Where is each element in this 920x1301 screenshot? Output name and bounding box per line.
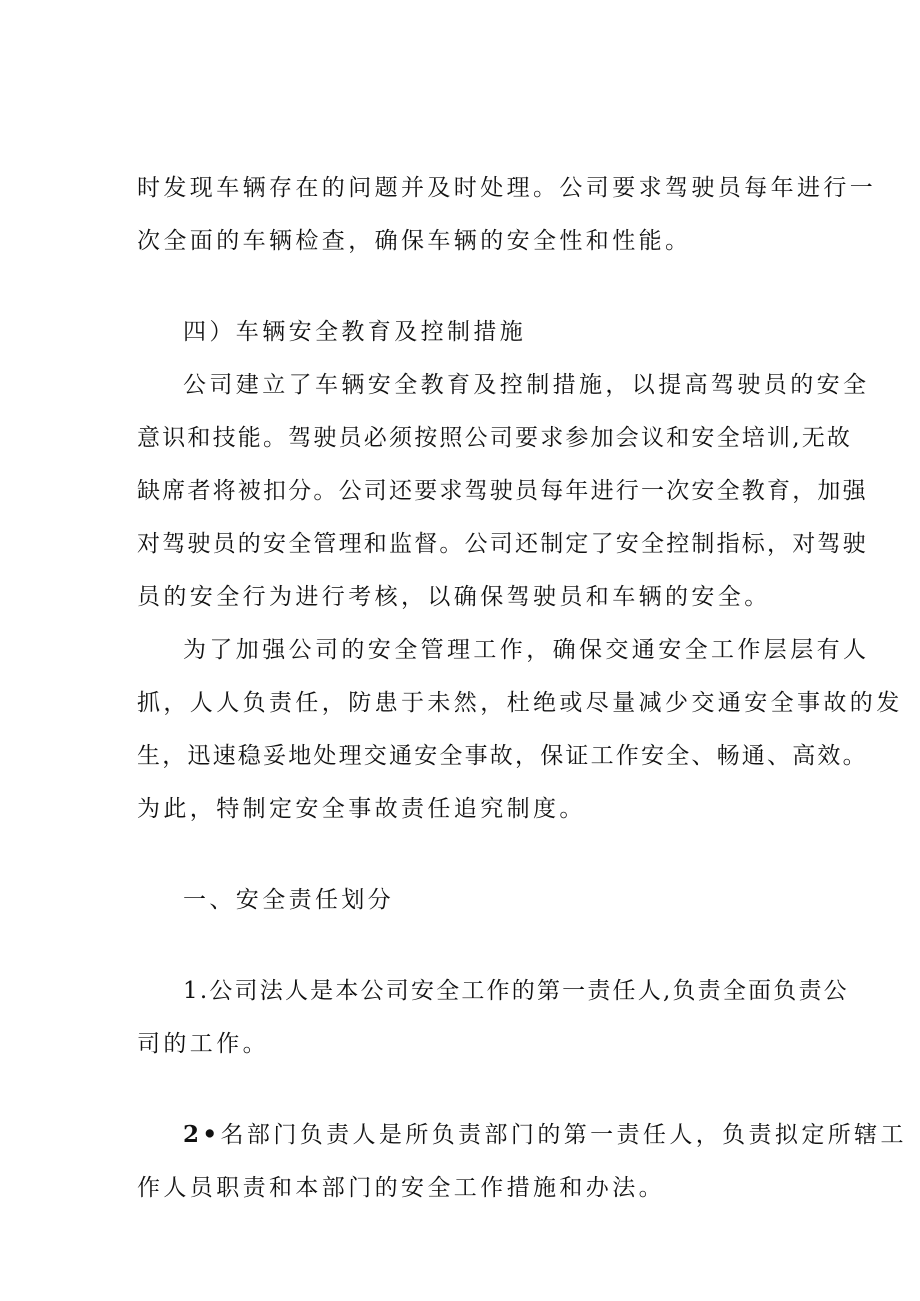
paragraph-1-line-2: 次全面的车辆检查，确保车辆的安全性和性能。 xyxy=(137,228,692,254)
paragraph-3-line-3: 生，迅速稳妥地处理交通安全事故，保证工作安全、畅通、高效。 xyxy=(137,743,868,769)
paragraph-2-line-2: 意识和技能。驾驶员必须按照公司要求参加会议和安全培训,无故 xyxy=(137,425,853,451)
item-2-text: 名部门负责人是所负责部门的第一责任人，负责拟定所辖工 xyxy=(220,1122,907,1148)
item-2-line-2: 作人员职责和本部门的安全工作措施和办法。 xyxy=(137,1175,665,1201)
paragraph-1-line-1: 时发现车辆存在的问题并及时处理。公司要求驾驶员每年进行一 xyxy=(137,175,877,201)
paragraph-3-line-2: 抓，人人负责任，防患于未然，杜绝或尽量减少交通安全事故的发 xyxy=(137,690,903,716)
paragraph-2-line-3: 缺席者将被扣分。公司还要求驾驶员每年进行一次安全教育，加强 xyxy=(137,478,868,504)
paragraph-3-line-4: 为此，特制定安全事故责任追究制度。 xyxy=(137,796,586,822)
paragraph-3-line-1: 为了加强公司的安全管理工作，确保交通安全工作层层有人 xyxy=(183,637,870,663)
paragraph-2-line-5: 员的安全行为进行考核，以确保驾驶员和车辆的安全。 xyxy=(137,584,771,610)
item-2-line-1 xyxy=(183,1120,907,1150)
paragraph-2-line-1: 公司建立了车辆安全教育及控制措施，以提高驾驶员的安全 xyxy=(183,372,870,398)
section-heading-1: 一、安全责任划分 xyxy=(183,887,395,913)
paragraph-2-line-4: 对驾驶员的安全管理和监督。公司还制定了安全控制指标，对驾驶 xyxy=(137,531,868,557)
section-heading-4: 四）车辆安全教育及控制措施 xyxy=(183,319,527,345)
item-2-number: 2• xyxy=(183,1121,221,1148)
item-1-line-2: 司的工作。 xyxy=(137,1031,269,1057)
item-1-line-1: 1.公司法人是本公司安全工作的第一责任人,负责全面负责公 xyxy=(183,978,849,1004)
